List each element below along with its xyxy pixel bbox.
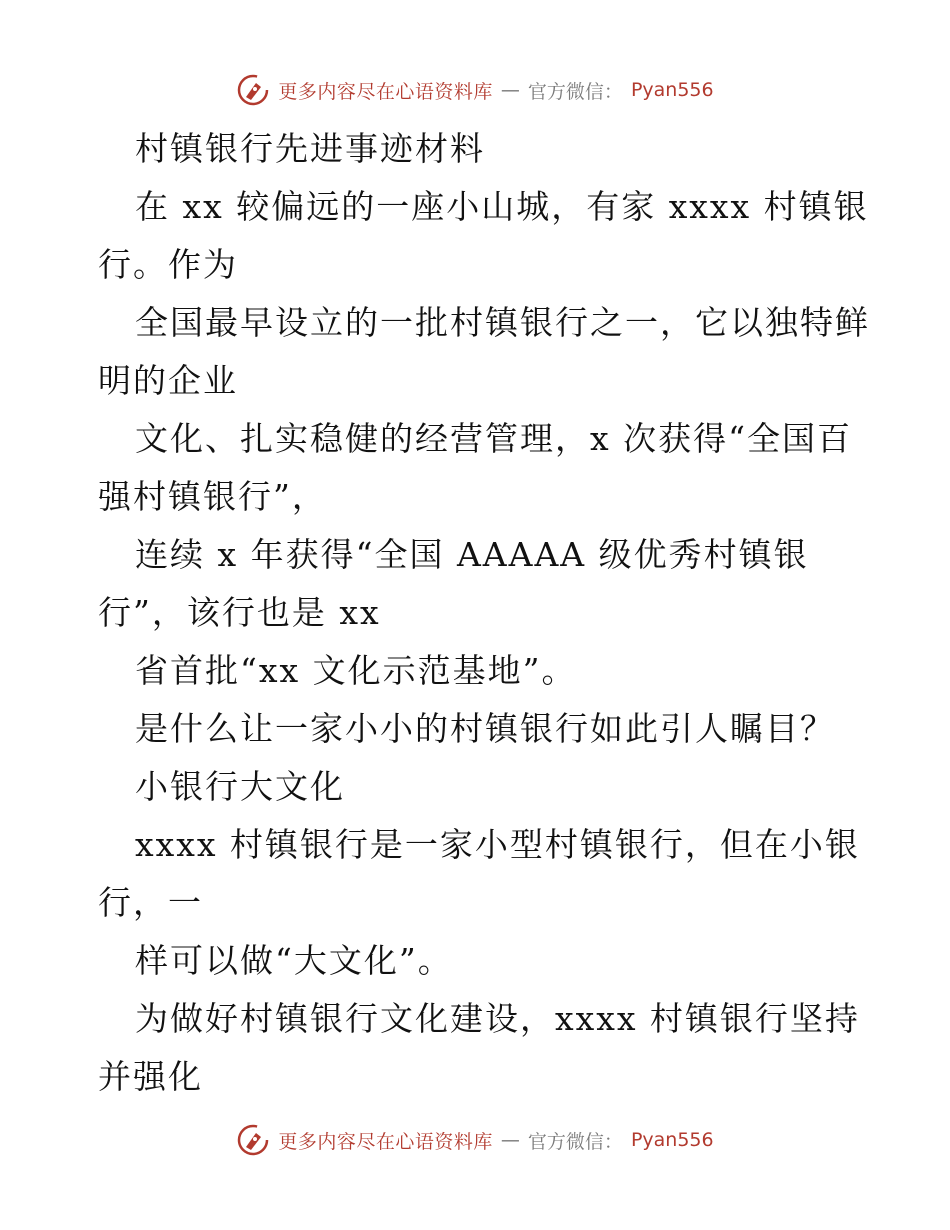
watermark-separator: — <box>500 1129 520 1151</box>
watermark-brand: 更多内容尽在心语资料库 <box>278 80 493 103</box>
text-line: 样可以做“大文化”。 <box>135 941 453 980</box>
text-line: 在 xx 较偏远的一座小山城，有家 xxxx 村镇银 <box>135 187 869 226</box>
text-line: 文化、扎实稳健的经营管理，x 次获得“全国百 <box>135 419 852 458</box>
text-line: 行。作为 <box>98 245 238 284</box>
text-line: 行”，该行也是 xx <box>98 593 381 632</box>
text-line: 并强化 <box>98 1057 203 1096</box>
text-line: xxxx 村镇银行是一家小型村镇银行，但在小银 <box>135 825 860 864</box>
text-line: 强村镇银行”， <box>98 477 327 516</box>
watermark-label: 官方微信： <box>527 1130 623 1153</box>
footer-watermark <box>0 1120 950 1160</box>
pen-nib-logo-icon <box>236 73 270 107</box>
text-line: 是什么让一家小小的村镇银行如此引人瞩目？ <box>135 709 835 748</box>
text-line: 为做好村镇银行文化建设，xxxx 村镇银行坚持 <box>135 999 860 1038</box>
text-line: 行，一 <box>98 883 203 922</box>
watermark-label: 官方微信： <box>527 80 623 103</box>
watermark-brand: 更多内容尽在心语资料库 <box>278 1130 493 1153</box>
text-line: 小银行大文化 <box>135 767 345 806</box>
text-line: 连续 x 年获得“全国 AAAAA 级优秀村镇银 <box>135 535 809 574</box>
watermark-account: Pyan556 <box>630 79 714 101</box>
text-line: 省首批“xx 文化示范基地”。 <box>135 651 577 690</box>
text-line: 全国最早设立的一批村镇银行之一，它以独特鲜 <box>135 303 870 342</box>
watermark-account: Pyan556 <box>630 1129 714 1151</box>
header-watermark <box>0 70 950 110</box>
pen-nib-logo-icon <box>236 1123 270 1157</box>
document-title: 村镇银行先进事迹材料 <box>135 129 485 168</box>
text-line: 明的企业 <box>98 361 238 400</box>
watermark-separator: — <box>500 79 520 101</box>
document-body <box>98 120 870 1106</box>
